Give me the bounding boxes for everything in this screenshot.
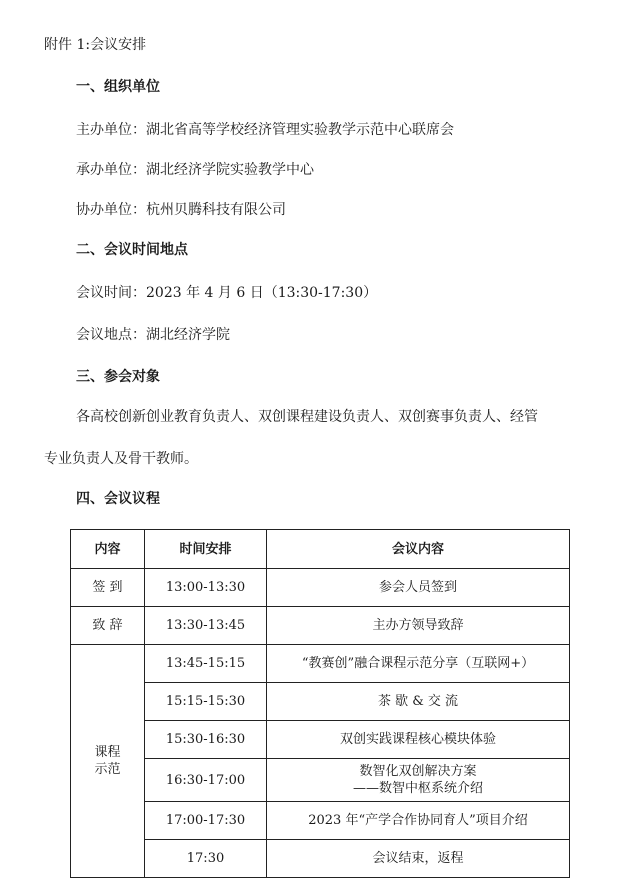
row-time: 13:45-15:15	[145, 645, 267, 683]
section-heading-agenda: 四、会议议程	[76, 491, 160, 507]
header-time: 时间安排	[145, 530, 267, 569]
host-unit: 主办单位：湖北省高等学校经济管理实验教学示范中心联席会	[76, 122, 454, 138]
table-row	[71, 683, 570, 721]
row-time: 13:30-13:45	[145, 607, 267, 645]
participants-text-line2: 专业负责人及骨干教师。	[44, 451, 198, 467]
row-content-line1: 数智化双创解决方案	[359, 764, 477, 779]
organizer-unit: 承办单位：湖北经济学院实验教学中心	[76, 162, 314, 178]
section-heading-participants: 三、参会对象	[76, 369, 160, 385]
agenda-table	[70, 529, 570, 878]
row-category: 致 辞	[71, 607, 145, 645]
row-content: 茶 歇 & 交 流	[267, 683, 570, 721]
participants-text-line1: 各高校创新创业教育负责人、双创课程建设负责人、双创赛事负责人、经管	[76, 409, 538, 425]
table-header-row	[71, 530, 570, 569]
course-category-line1: 课程	[94, 745, 121, 760]
table-row	[71, 840, 570, 878]
row-time: 17:00-17:30	[145, 802, 267, 840]
table-row	[71, 645, 570, 683]
co-organizer-unit: 协办单位：杭州贝腾科技有限公司	[76, 202, 286, 218]
row-content: 主办方领导致辞	[267, 607, 570, 645]
row-content: 会议结束，返程	[267, 840, 570, 878]
row-category: 签 到	[71, 569, 145, 607]
row-content: 双创实践课程核心模块体验	[267, 721, 570, 759]
row-time: 13:00-13:30	[145, 569, 267, 607]
row-content-multiline	[267, 759, 570, 802]
table-row	[71, 802, 570, 840]
table-row	[71, 607, 570, 645]
row-content: 参会人员签到	[267, 569, 570, 607]
table-row	[71, 721, 570, 759]
table-row	[71, 759, 570, 802]
row-time: 17:30	[145, 840, 267, 878]
attachment-title: 附件 1:会议安排	[44, 37, 147, 53]
row-content: 2023 年“产学合作协同育人”项目介绍	[267, 802, 570, 840]
section-heading-organizers: 一、组织单位	[76, 79, 160, 95]
row-time: 16:30-17:00	[145, 759, 267, 802]
row-content-line2: ——数智中枢系统介绍	[352, 781, 483, 796]
meeting-time: 会议时间：2023 年 4 月 6 日（13:30-17:30）	[76, 285, 378, 301]
meeting-place: 会议地点：湖北经济学院	[76, 327, 230, 343]
row-time: 15:30-16:30	[145, 721, 267, 759]
course-category-line2: 示范	[94, 762, 121, 777]
course-category-cell	[71, 645, 145, 878]
header-category: 内容	[71, 530, 145, 569]
table-row	[71, 569, 570, 607]
row-content: “教赛创”融合课程示范分享（互联网+）	[267, 645, 570, 683]
row-time: 15:15-15:30	[145, 683, 267, 721]
header-content: 会议内容	[267, 530, 570, 569]
section-heading-time-place: 二、会议时间地点	[76, 242, 188, 258]
